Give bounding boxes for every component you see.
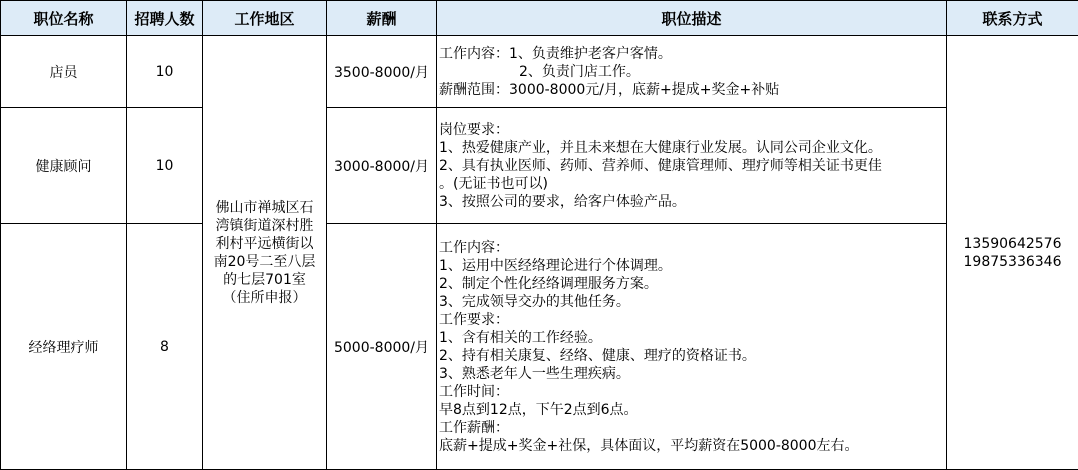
headcount-cell: 8 bbox=[127, 224, 203, 470]
work-area-line: 湾镇街道深村胜 bbox=[215, 217, 314, 234]
description-cell bbox=[437, 108, 947, 224]
work-area-line: （住所申报） bbox=[222, 289, 307, 306]
header-contact: 联系方式 bbox=[947, 1, 1078, 36]
header-work-area: 工作地区 bbox=[203, 1, 327, 36]
description-line: 1、含有相关的工作经验。 bbox=[439, 329, 602, 346]
salary-cell: 5000-8000/月 bbox=[327, 224, 437, 470]
work-area-line: 的七层701室 bbox=[223, 271, 306, 288]
work-area-line: 佛山市禅城区石 bbox=[215, 199, 314, 216]
salary-cell: 3500-8000/月 bbox=[327, 36, 437, 108]
work-area-line: 利村平远横街以 bbox=[215, 235, 314, 252]
description-line: 2、制定个性化经络调理服务方案。 bbox=[439, 275, 658, 292]
description-line: 岗位要求： bbox=[439, 121, 509, 138]
header-job-title: 职位名称 bbox=[1, 1, 127, 36]
description-line: 2、持有相关康复、经络、健康、理疗的资格证书。 bbox=[439, 347, 756, 364]
description-line: 工作内容：1、负责维护老客户客情。 bbox=[439, 45, 672, 62]
header-description: 职位描述 bbox=[437, 1, 947, 36]
table-row bbox=[1, 36, 1078, 108]
contact-phone: 13590642576 bbox=[963, 235, 1062, 252]
headcount-cell: 10 bbox=[127, 108, 203, 224]
job-title-cell: 店员 bbox=[1, 36, 127, 108]
description-line: 早8点到12点，下午2点到6点。 bbox=[439, 401, 638, 418]
description-line: 2、具有执业医师、药师、营养师、健康管理师、理疗师等相关证书更佳 bbox=[439, 157, 882, 174]
description-line: 1、热爱健康产业，并且未来想在大健康行业发展。认同公司企业文化。 bbox=[439, 139, 882, 156]
description-line: 薪酬范围：3000-8000元/月，底薪+提成+奖金+补贴 bbox=[439, 81, 780, 98]
description-line: 工作内容： bbox=[439, 239, 509, 256]
description-line: 。(无证书也可以) bbox=[439, 175, 548, 192]
contact-cell bbox=[947, 36, 1078, 470]
work-area-cell bbox=[203, 36, 327, 470]
headcount-cell: 10 bbox=[127, 36, 203, 108]
description-line: 工作时间： bbox=[439, 383, 509, 400]
description-line: 2、负责门店工作。 bbox=[519, 63, 640, 80]
contact-phone: 19875336346 bbox=[963, 253, 1062, 270]
description-cell bbox=[437, 36, 947, 108]
description-line: 3、完成领导交办的其他任务。 bbox=[439, 293, 630, 310]
description-line: 工作要求： bbox=[439, 311, 509, 328]
job-title-cell: 经络理疗师 bbox=[1, 224, 127, 470]
work-area-line: 南20号二至八层 bbox=[213, 253, 316, 270]
table-row bbox=[1, 224, 1078, 470]
description-line: 底薪+提成+奖金+社保，具体面议，平均薪资在5000-8000左右。 bbox=[439, 437, 859, 454]
job-title-cell: 健康顾问 bbox=[1, 108, 127, 224]
description-line: 3、熟悉老年人一些生理疾病。 bbox=[439, 365, 630, 382]
header-salary: 薪酬 bbox=[327, 1, 437, 36]
table-row bbox=[1, 108, 1078, 224]
header-headcount: 招聘人数 bbox=[127, 1, 203, 36]
description-line: 3、按照公司的要求，给客户体验产品。 bbox=[439, 193, 686, 210]
description-line: 1、运用中医经络理论进行个体调理。 bbox=[439, 257, 672, 274]
description-cell bbox=[437, 224, 947, 470]
description-line: 工作薪酬： bbox=[439, 419, 509, 436]
header-row bbox=[1, 1, 1078, 36]
salary-cell: 3000-8000/月 bbox=[327, 108, 437, 224]
